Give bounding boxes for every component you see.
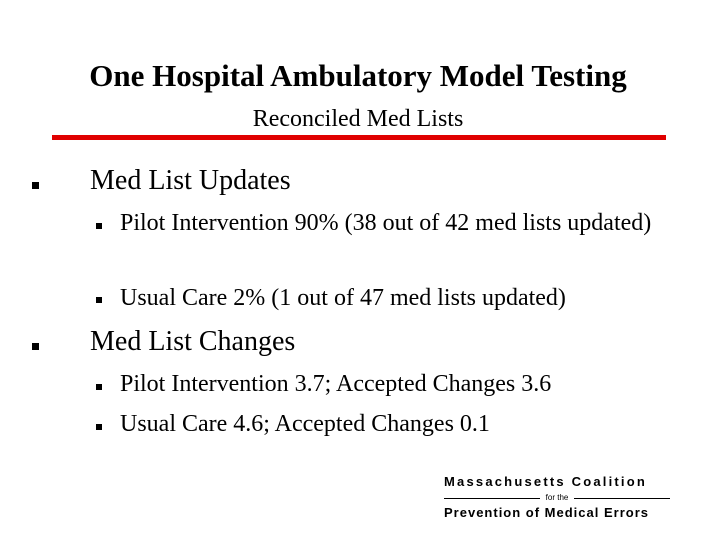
section-heading: Med List Changes [90,326,296,357]
bullet-item: Usual Care 4.6; Accepted Changes 0.1 [120,411,490,437]
square-bullet-icon [32,182,39,189]
square-bullet-icon [96,297,102,303]
logo-line-2: for the [545,493,569,502]
bullet-item: Usual Care 2% (1 out of 47 med lists updated) [120,285,566,311]
square-bullet-icon [96,384,102,390]
coalition-logo [442,474,672,524]
logo-line-1: Massachusetts Coalition [444,474,648,489]
square-bullet-icon [96,223,102,229]
logo-divider [442,493,672,503]
section-heading: Med List Updates [90,165,291,196]
logo-line-3: Prevention of Medical Errors [444,505,649,520]
bullet-item: Pilot Intervention 90% (38 out of 42 med lists updated) [120,210,652,236]
title-divider [52,135,666,140]
slide-title: One Hospital Ambulatory Model Testing [89,58,627,93]
square-bullet-icon [32,343,39,350]
bullet-item: Pilot Intervention 3.7; Accepted Changes 3.6 [120,371,552,397]
square-bullet-icon [96,424,102,430]
slide-subtitle: Reconciled Med Lists [252,106,464,132]
